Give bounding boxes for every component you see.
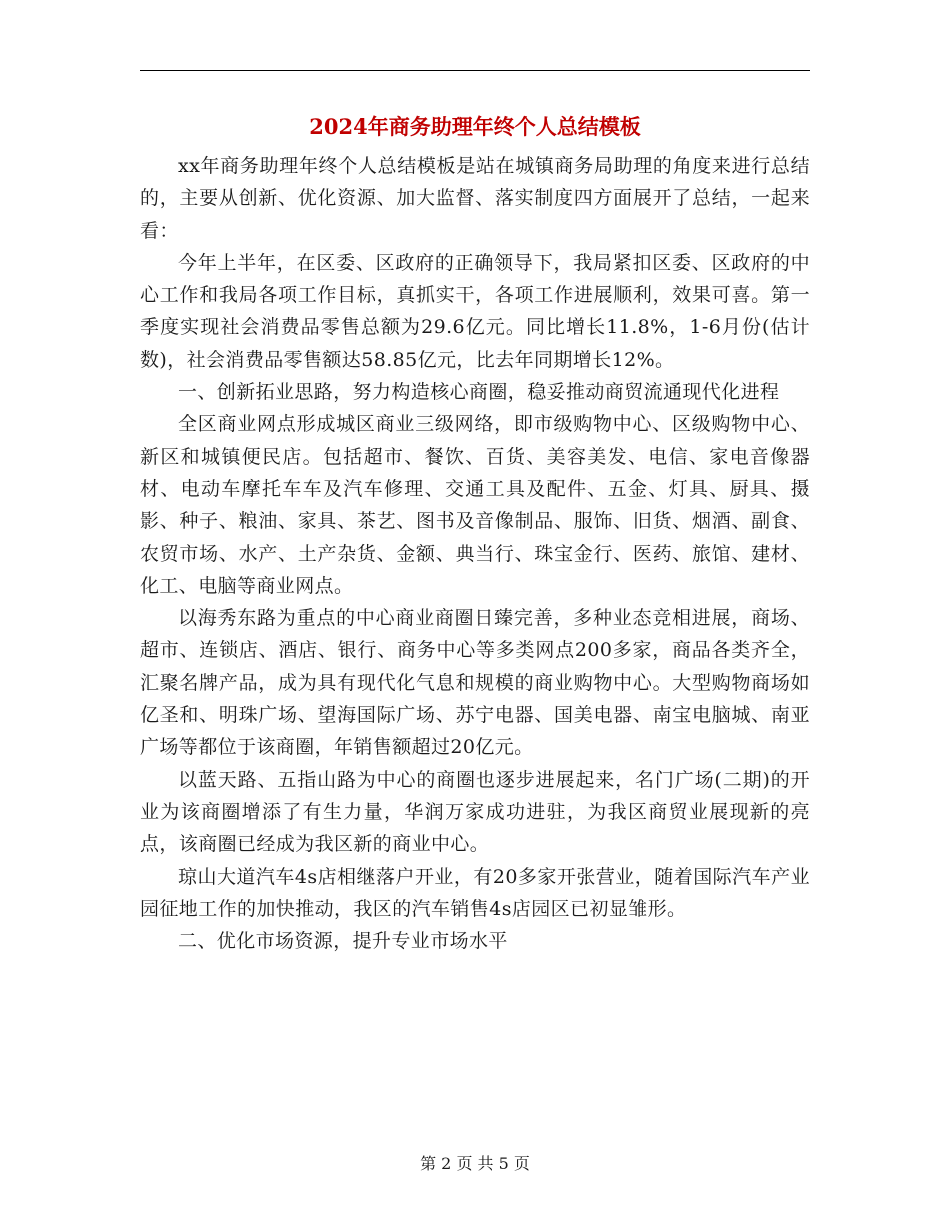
document-body [140,150,810,957]
header-rule [140,70,810,71]
page-footer: 第 2 页 共 5 页 [420,1154,530,1173]
section-heading-1: 一、创新拓业思路，努力构造核心商圈，稳妥推动商贸流通现代化进程 [178,381,780,404]
paragraph-intro: xx年商务助理年终个人总结模板是站在城镇商务局助理的角度来进行总结的，主要从创新、优化资源、加大监督、落实制度四方面展开了总结，一起来看： [140,155,810,242]
paragraph-qiongshan: 琼山大道汽车4s店相继落户开业，有20多家开张营业，随着国际汽车产业园征地工作的加快推动，我区的汽车销售4s店园区已初显雏形。 [140,865,810,920]
paragraph-network: 全区商业网点形成城区商业三级网络，即市级购物中心、区级购物中心、新区和城镇便民店。包括超市、餐饮、百货、美容美发、电信、家电音像器材、电动车摩托车车及汽车修理、交通工具及配件、五金、灯具、厨具、摄影、种子、粮油、家具、茶艺、图书及音像制品、服饰、旧货、烟酒、副食、农贸市场、水产、土产杂货、金额、典当行、珠宝金行、医药、旅馆、建材、化工、电脑等商业网点。 [140,413,810,597]
paragraph-haixiu: 以海秀东路为重点的中心商业商圈日臻完善，多种业态竞相进展，商场、超市、连锁店、酒店、银行、商务中心等多类网点200多家，商品各类齐全，汇聚名牌产品，成为具有现代化气息和规模的商业购物中心。大型购物商场如亿圣和、明珠广场、望海国际广场、苏宁电器、国美电器、南宝电脑城、南亚广场等都位于该商圈，年销售额超过20亿元。 [140,607,810,759]
section-heading-2: 二、优化市场资源，提升专业市场水平 [178,930,508,953]
document-title: 2024年商务助理年终个人总结模板 [309,114,641,139]
paragraph-lantian: 以蓝天路、五指山路为中心的商圈也逐步进展起来，名门广场(二期)的开业为该商圈增添了有生力量，华润万家成功进驻，为我区商贸业展现新的亮点，该商圈已经成为我区新的商业中心。 [140,768,810,856]
paragraph-summary: 今年上半年，在区委、区政府的正确领导下，我局紧扣区委、区政府的中心工作和我局各项工作目标，真抓实干，各项工作进展顺利，效果可喜。第一季度实现社会消费品零售总额为29.6亿元。同比增长11.8%，1-6月份(估计数)，社会消费品零售额达58.85亿元，比去年同期增长12%。 [140,251,810,371]
